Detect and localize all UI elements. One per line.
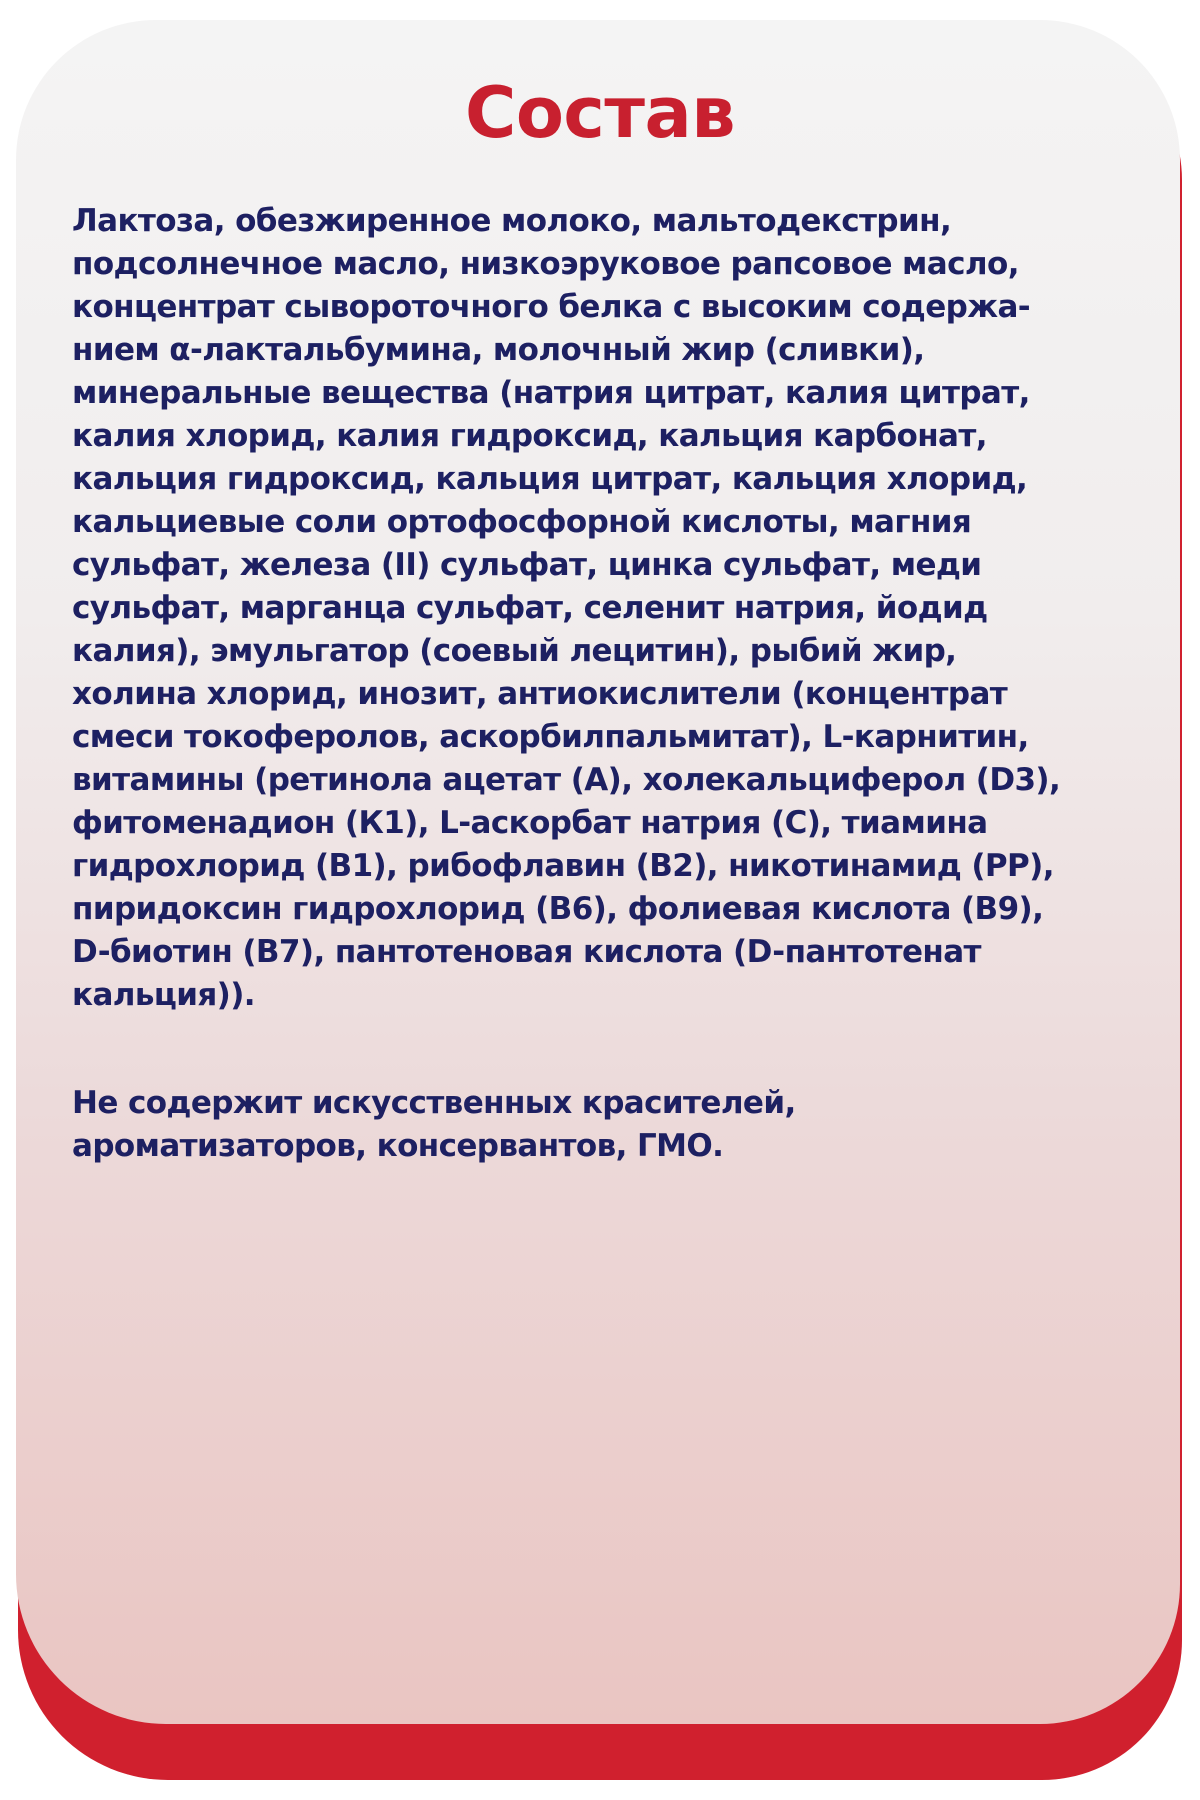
- composition-text: Лактоза, обезжиренное молоко, мальтодекстрин, подсолнечное масло, низкоэруковое рапсовое масло, концентрат сывороточного белка с высоким содержа- нием α-лактальбумина, молочный жир (сливки), минеральные вещества (натрия цитрат, калия цитрат, калия хлорид, калия гидроксид, кальция карбонат, кальция гидроксид, кальция цитрат, кальция хлорид, кальциевые соли ортофосфорной кислоты, магния сульфат, железа (II) сульфат, цинка сульфат, меди сульфат, марганца сульфат, селенит натрия, йодид калия), эмульгатор (соевый лецитин), рыбий жир, холина хлорид, инозит, антиокислители (концентрат смеси токоферолов, аскорбилпальмитат), L-карнитин, витамины (ретинола ацетат (А), холекальциферол (D3), фитоменадион (К1), L-аскорбат натрия (С), тиамина гидрохлорид (В1), рибофлавин (В2), никотинамид (РР), пиридоксин гидрохлорид (В6), фолиевая кислота (В9), D-биотин (В7), пантотеновая кислота (D-пантотенат кальция)).: [72, 203, 1061, 1013]
- no-additives-note: Не содержит искусственных красителей, ароматизаторов, консервантов, ГМО.: [72, 1085, 796, 1164]
- page-title: Состав: [464, 72, 736, 154]
